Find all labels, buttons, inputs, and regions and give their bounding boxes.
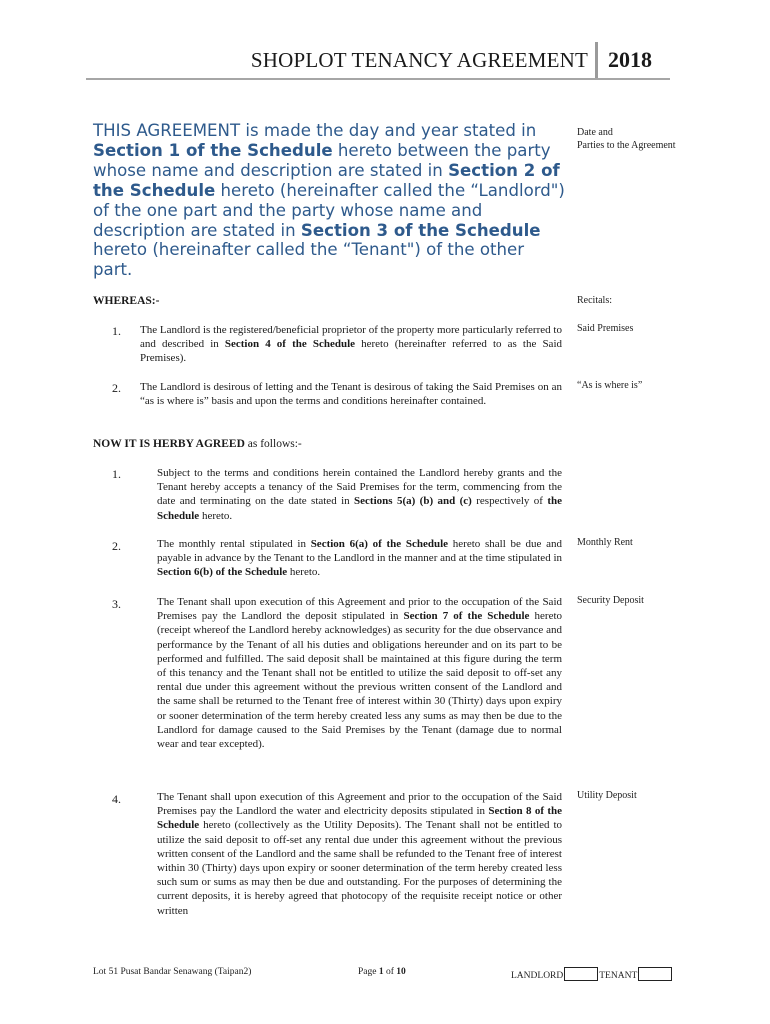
recital-section-ref: Section 4 of the Schedule: [224, 338, 356, 351]
footer-page-number: [358, 967, 406, 977]
clause-paragraph: [157, 595, 562, 751]
intro-text: hereto (hereinafter called the “Landlord") of the one part and the party whose name and description are stated in: [93, 180, 565, 240]
margin-note-security-deposit: Security Deposit: [577, 595, 644, 606]
intro-text: hereto between the party whose name and description are stated in: [93, 140, 551, 180]
clause-section-ref: the Schedule: [157, 495, 563, 522]
clause-number: 4.: [112, 792, 121, 806]
recital-text: The Landlord is the registered/beneficial proprietor of the property more particularly referred to and described in: [140, 324, 562, 351]
clause-text: respectively of: [471, 495, 548, 508]
margin-note-utility-deposit: Utility Deposit: [577, 790, 637, 801]
margin-note-as-is: “As is where is”: [577, 380, 643, 391]
recital-paragraph: [140, 323, 562, 366]
clause-section-ref: Section 8 of the Schedule: [157, 805, 562, 832]
intro-section-ref: Section 3 of the Schedule: [300, 220, 541, 240]
clause-text: hereto.: [287, 566, 321, 579]
footer-landlord-label: LANDLORD: [511, 971, 564, 981]
tenant-initial-box: [638, 967, 672, 981]
clause-number: 2.: [112, 539, 121, 553]
clause-section-ref: Section 6(b) of the Schedule: [157, 566, 288, 579]
footer-page-label: Page: [358, 967, 379, 977]
footer-property: Lot 51 Pusat Bandar Senawang (Taipan2): [93, 967, 252, 977]
margin-note-monthly-rent: Monthly Rent: [577, 537, 633, 548]
clause-text: hereto shall be due and payable in advance by the Tenant to the Landlord in the manner and at the time stipulated in: [157, 538, 563, 565]
clause-text: The Tenant shall upon execution of this Agreement and prior to the occupation of the Said Premises pay the Landlord the deposit stipulated in: [157, 596, 562, 623]
intro-section-ref: Section 1 of the Schedule: [93, 140, 333, 160]
agreed-heading: [93, 438, 302, 450]
clause-number: 3.: [112, 597, 121, 611]
clause-text: The Tenant shall upon execution of this Agreement and prior to the occupation of the Said Premises pay the Landlord the water and electricity deposits stipulated in: [157, 791, 562, 818]
footer-tenant-label: TENANT: [599, 971, 638, 981]
recital-paragraph: [140, 380, 562, 408]
clause-paragraph: [157, 537, 562, 580]
recital-number: 1.: [112, 324, 121, 338]
clause-text: hereto (collectively as the Utility Deposits). The Tenant shall not be entitled to utilize the said deposit to off-set any rental due under this agreement without the previous written consent of the Landlord and the same shall be refunded to the Tenant free of interest within 30 (Thirty) days upon expiry or sooner determination of the term hereby created less such sum or sums as may then be due and outstanding. For the purposes of determining the current deposits, it is hereby agreed that photocopy of the requisite receipt notice or other written: [157, 819, 562, 917]
page-header: [86, 40, 670, 80]
intro-section-ref: Section 2 of the Schedule: [93, 160, 560, 200]
intro-text: hereto (hereinafter called the “Tenant") of the other part.: [93, 240, 525, 280]
recital-number: 2.: [112, 381, 121, 395]
clause-paragraph: [157, 790, 562, 932]
header-divider: [595, 42, 598, 78]
whereas-heading: WHEREAS:-: [93, 295, 160, 307]
recital-text: The Landlord is desirous of letting and the Tenant is desirous of taking the Said Premises on an “as is where is” basis and upon the terms and conditions hereinafter contained.: [140, 381, 562, 408]
clause-section-ref: Section 7 of the Schedule: [403, 610, 530, 623]
clause-section-ref: Section 6(a) of the Schedule: [310, 538, 449, 550]
document-title: SHOPLOT TENANCY AGREEMENT: [250, 48, 588, 72]
margin-note-line: Date and: [577, 127, 613, 138]
footer-page-label: of: [383, 967, 397, 977]
footer-page-total: 10: [396, 967, 406, 977]
clause-text: The monthly rental stipulated in: [157, 538, 311, 550]
document-year: 2018: [608, 47, 652, 72]
landlord-initial-box: [564, 967, 598, 981]
margin-note-date-parties: [577, 127, 676, 152]
clause-number: 1.: [112, 467, 121, 481]
intro-text: THIS AGREEMENT is made the day and year stated in: [93, 121, 537, 140]
agreed-heading-rest: as follows:-: [244, 438, 302, 450]
margin-note-said-premises: Said Premises: [577, 323, 634, 334]
margin-note-recitals: Recitals:: [577, 295, 612, 306]
footer-initials: [511, 967, 673, 981]
recital-text: hereto (hereinafter referred to as the Said Premises).: [140, 338, 562, 365]
agreed-heading-bold: NOW IT IS HERBY AGREED: [93, 438, 245, 450]
agreement-intro: [93, 121, 565, 280]
clause-section-ref: Sections 5(a) (b) and (c): [354, 495, 472, 508]
clause-text: hereto (receipt whereof the Landlord hereby acknowledges) as security for the due observance and performance by the Tenant of all his duties and obligations hereunder and on its part to be performed and fulfilled. The said deposit shall be maintained at this figure during the term of this tenancy and the Tenant shall not be entitled to utilize the said deposit to off-set any rental due under this agreement without the previous written consent of the Landlord and the same shall be returned to the Tenant free of interest within 30 (Thirty) days upon expiry or sooner determination of the term hereby created less any sums as may then be due to the Landlord for damage caused to the Said Premises by the Tenant (damage due to normal wear and tear excepted).: [157, 610, 563, 751]
clause-text: hereto.: [199, 509, 233, 522]
clause-text: Subject to the terms and conditions herein contained the Landlord hereby grants and the Tenant hereby accepts a tenancy of the Said Premises for the term, commencing from the date and terminating on the date stated in: [157, 467, 562, 508]
clause-paragraph: [157, 466, 562, 523]
footer-page-current: 1: [378, 967, 384, 977]
margin-note-line: Parties to the Agreement: [577, 139, 676, 151]
